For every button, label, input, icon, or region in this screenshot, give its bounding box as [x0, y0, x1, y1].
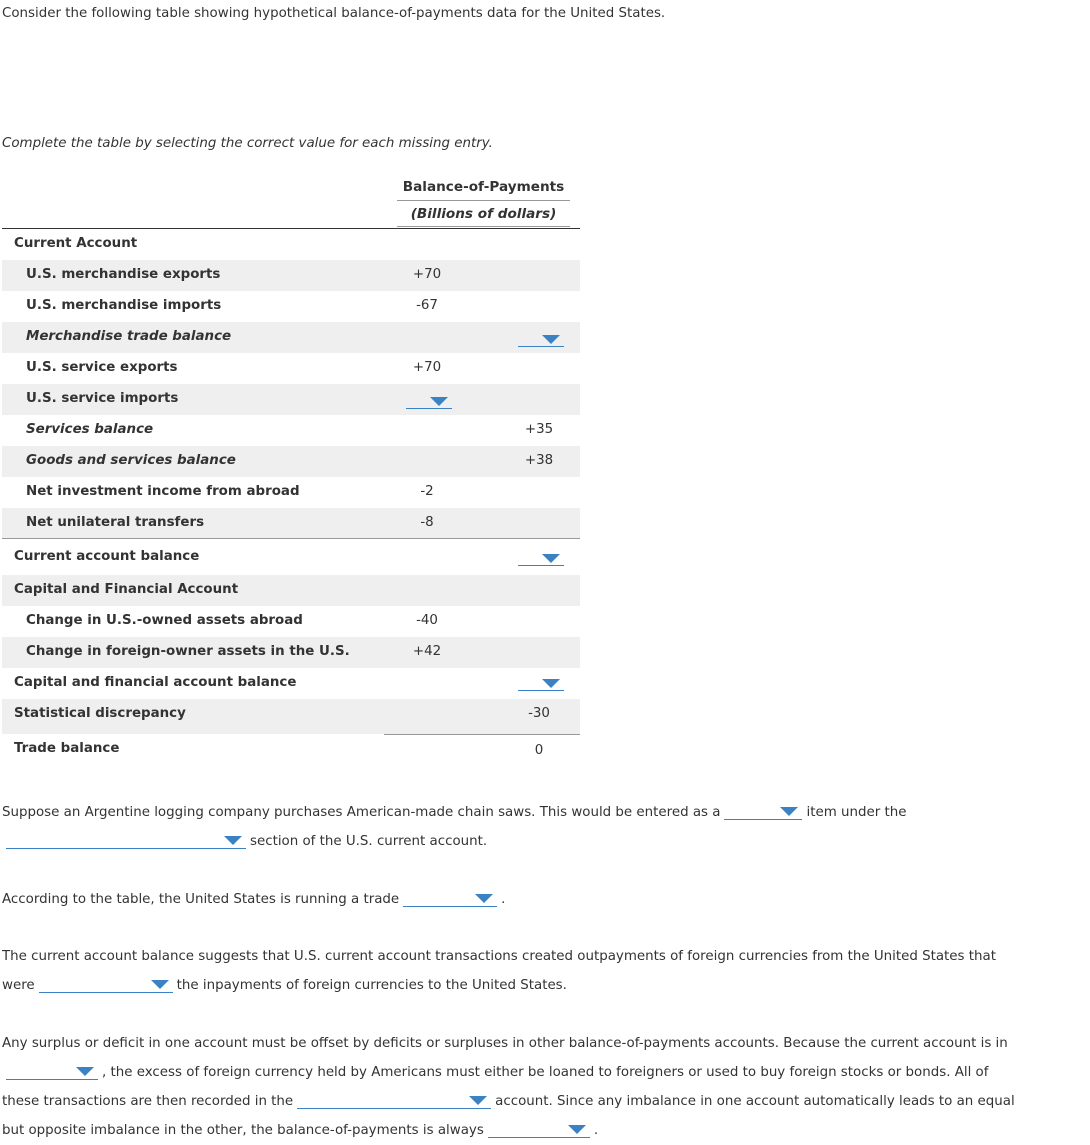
q4-text: these transactions are then recorded in the [2, 1094, 294, 1109]
merchandise-balance-dropdown[interactable] [518, 327, 564, 347]
q4-text: but opposite imbalance in the other, the balance-of-payments is always [2, 1123, 484, 1138]
table-row [2, 477, 580, 508]
table-row [2, 539, 580, 575]
item-type-dropdown[interactable] [724, 803, 802, 820]
row-label: Statistical discrepancy [14, 706, 186, 721]
table-row [2, 446, 580, 477]
balance-state-dropdown[interactable] [488, 1121, 590, 1138]
chevron-down-icon [151, 980, 169, 989]
chevron-down-icon [542, 554, 560, 563]
row-label: Merchandise trade balance [26, 329, 232, 344]
chevron-down-icon [224, 836, 242, 845]
row-label: U.S. merchandise imports [26, 298, 222, 313]
table-row [2, 575, 580, 606]
row-value: -2 [420, 484, 434, 499]
table-row [2, 322, 580, 353]
table-header [2, 172, 580, 229]
chevron-down-icon [475, 894, 493, 903]
balance-of-payments-table [2, 172, 580, 770]
q4-text: Any surplus or deficit in one account must be offset by deficits or surpluses in other balance-of-payments accounts. Because the current account is in [2, 1036, 1008, 1051]
q3-text: were [2, 978, 35, 993]
row-label: Current account balance [14, 549, 200, 564]
row-label: Goods and services balance [26, 453, 236, 468]
row-label: Capital and financial account balance [14, 675, 297, 690]
row-value: -67 [416, 298, 438, 313]
row-label: Trade balance [14, 741, 120, 756]
row-value: -8 [420, 515, 434, 530]
capital-account-balance-dropdown[interactable] [518, 671, 564, 691]
row-value: +38 [524, 453, 554, 468]
row-label: Capital and Financial Account [14, 582, 239, 597]
surplus-deficit-dropdown[interactable] [6, 1063, 98, 1080]
row-label: U.S. merchandise exports [26, 267, 221, 282]
trade-status-dropdown[interactable] [403, 890, 497, 907]
table-row [2, 384, 580, 415]
chevron-down-icon [780, 807, 798, 816]
intro-text: Consider the following table showing hypothetical balance-of-payments data for the United States. [2, 6, 666, 21]
q1-text: Suppose an Argentine logging company purchases American-made chain saws. This would be entered as a [2, 805, 721, 820]
row-label: Current Account [14, 236, 138, 251]
row-label: Services balance [26, 422, 154, 437]
table-row [2, 699, 580, 734]
row-value: +35 [524, 422, 554, 437]
chevron-down-icon [430, 397, 448, 406]
chevron-down-icon [469, 1096, 487, 1105]
row-label: U.S. service imports [26, 391, 179, 406]
row-value: -30 [528, 706, 550, 721]
q4-text: , the excess of foreign currency held by Americans must either be loaned to foreigners or used to buy foreign stocks or bonds. All of [102, 1065, 989, 1080]
comparison-dropdown[interactable] [39, 976, 173, 993]
service-imports-dropdown[interactable] [406, 389, 452, 409]
row-value: +70 [412, 267, 442, 282]
header-units: (Billions of dollars) [397, 200, 570, 227]
question-3 [2, 942, 1088, 1000]
row-value: -40 [416, 613, 438, 628]
row-label: Change in U.S.-owned assets abroad [26, 613, 303, 628]
q3-text: the inpayments of foreign currencies to the United States. [176, 978, 567, 993]
account-dropdown[interactable] [297, 1092, 491, 1109]
table-row [2, 415, 580, 446]
q4-text: . [593, 1123, 599, 1138]
table-row [2, 606, 580, 637]
row-label: U.S. service exports [26, 360, 178, 375]
row-value: +42 [412, 644, 442, 659]
chevron-down-icon [76, 1067, 94, 1076]
table-row [2, 291, 580, 322]
chevron-down-icon [568, 1125, 586, 1134]
table-row [2, 229, 580, 260]
q1-text: section of the U.S. current account. [250, 834, 488, 849]
table-row [2, 734, 580, 770]
table-row [2, 508, 580, 539]
table-row [2, 260, 580, 291]
q2-text: . [501, 892, 506, 907]
chevron-down-icon [542, 679, 560, 688]
current-account-balance-dropdown[interactable] [518, 546, 564, 566]
chevron-down-icon [542, 335, 560, 344]
q2-text: According to the table, the United States is running a trade [2, 892, 400, 907]
question-2 [2, 885, 505, 914]
q1-text: item under the [806, 805, 907, 820]
row-value: 0 [534, 743, 544, 758]
table-row [2, 353, 580, 384]
row-label: Change in foreign-owner assets in the U.S. [26, 644, 350, 659]
row-label: Net investment income from abroad [26, 484, 300, 499]
question-4 [2, 1029, 1090, 1145]
row-label: Net unilateral transfers [26, 515, 205, 530]
header-title: Balance-of-Payments [402, 179, 565, 195]
table-row [2, 637, 580, 668]
table-row [2, 668, 580, 699]
question-1 [2, 798, 1082, 856]
q3-text: The current account balance suggests that U.S. current account transactions created outpayments of foreign currencies from the United States that [2, 949, 996, 964]
q4-text: account. Since any imbalance in one account automatically leads to an equal [495, 1094, 1015, 1109]
row-value: +70 [412, 360, 442, 375]
section-dropdown[interactable] [6, 832, 246, 849]
instruction-text: Complete the table by selecting the correct value for each missing entry. [2, 136, 493, 151]
